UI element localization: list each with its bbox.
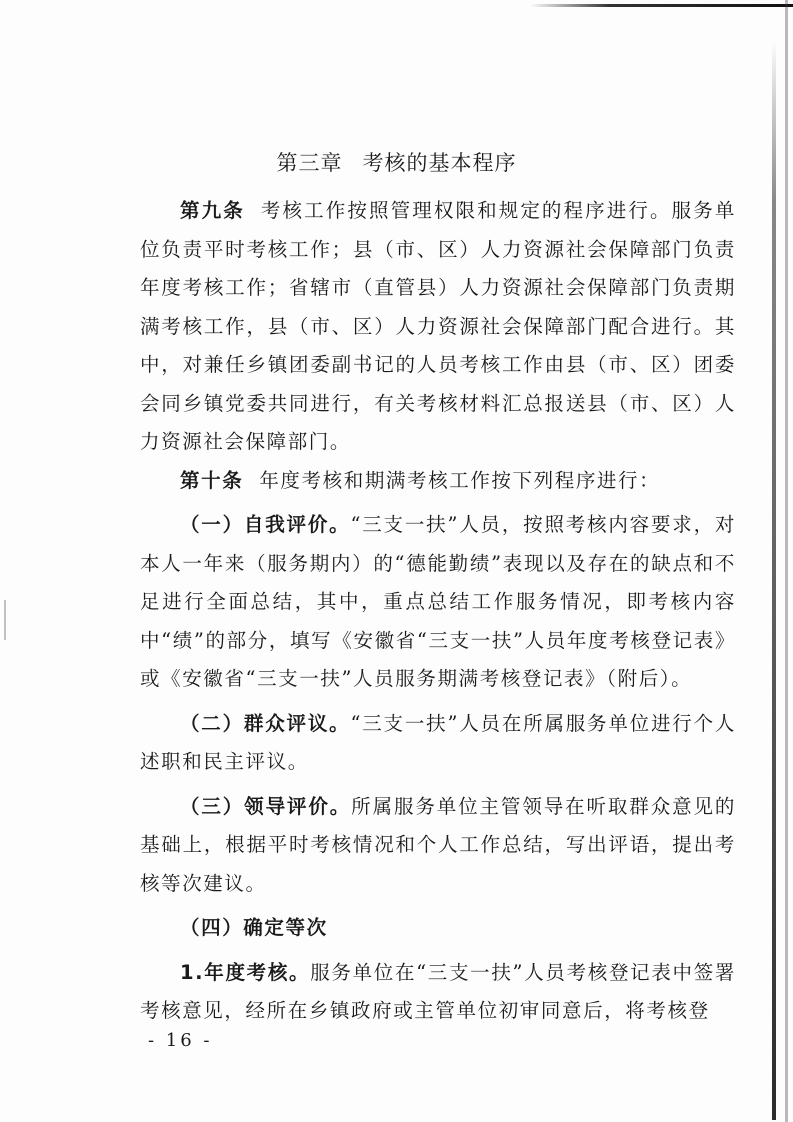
article-text: 年度考核和期满考核工作按下列程序进行： [259,468,661,492]
item-text: “三支一扶”人员在所属服务单位进行个人述职和民主评议。 [140,711,736,773]
item-text: 所属服务单位主管领导在听取群众意见的基础上，根据平时考核情况和个人工作总结，写出评语，提出考核等次建议。 [140,794,736,895]
chapter-name: 考核的基本程序 [362,151,517,175]
procedure-item-2 [140,705,736,782]
item-heading: （一）自我评价。 [180,513,351,536]
procedure-item-3 [140,788,736,904]
scan-edge-mark [530,4,793,7]
chapter-title [0,147,793,177]
article-10 [140,462,736,501]
item-heading: （二）群众评议。 [180,711,351,735]
article-text: 考核工作按照管理权限和规定的程序进行。服务单位负责平时考核工作；县（市、区）人力资源社会保障部门负责年度考核工作；省辖市（直管县）人力资源社会保障部门负责期满考核工作，县（市、区）人力资源社会保障部门配合进行。其中，对兼任乡镇团委副书记的人员考核工作由县（市、区）团委会同乡镇党委共同进行，有关考核材料汇总报送县（市、区）人力资源社会保障部门。 [140,199,736,453]
item-text: 服务单位在“三支一扶”人员考核登记表中签署考核意见，经所在乡镇政府或主管单位初审同意后，将考核登 [140,960,736,1022]
procedure-subitem-1 [140,954,736,1031]
procedure-item-1 [140,506,736,699]
document-body [140,192,736,1031]
chapter-number: 第三章 [276,151,343,175]
article-heading: 第九条 [180,199,245,222]
item-heading: 1.年度考核。 [180,960,311,984]
item-heading: （三）领导评价。 [180,794,352,818]
page-number: - 16 - [148,1030,213,1051]
item-heading: （四）确定等次 [180,916,328,939]
article-9 [140,192,736,462]
article-heading: 第十条 [180,468,244,492]
procedure-item-4 [140,909,736,948]
scan-edge-mark [4,600,6,640]
scan-edge-mark [772,40,776,1120]
item-text: “三支一扶”人员，按照考核内容要求，对本人一年来（服务期内）的“德能勤绩”表现以及存在的缺点和不足进行全面总结，其中，重点总结工作服务情况，即考核内容中“绩”的部分，填写《安徽省“三支一扶”人员年度考核登记表》或《安徽省“三支一扶”人员服务期满考核登记表》（附后）。 [140,513,736,690]
